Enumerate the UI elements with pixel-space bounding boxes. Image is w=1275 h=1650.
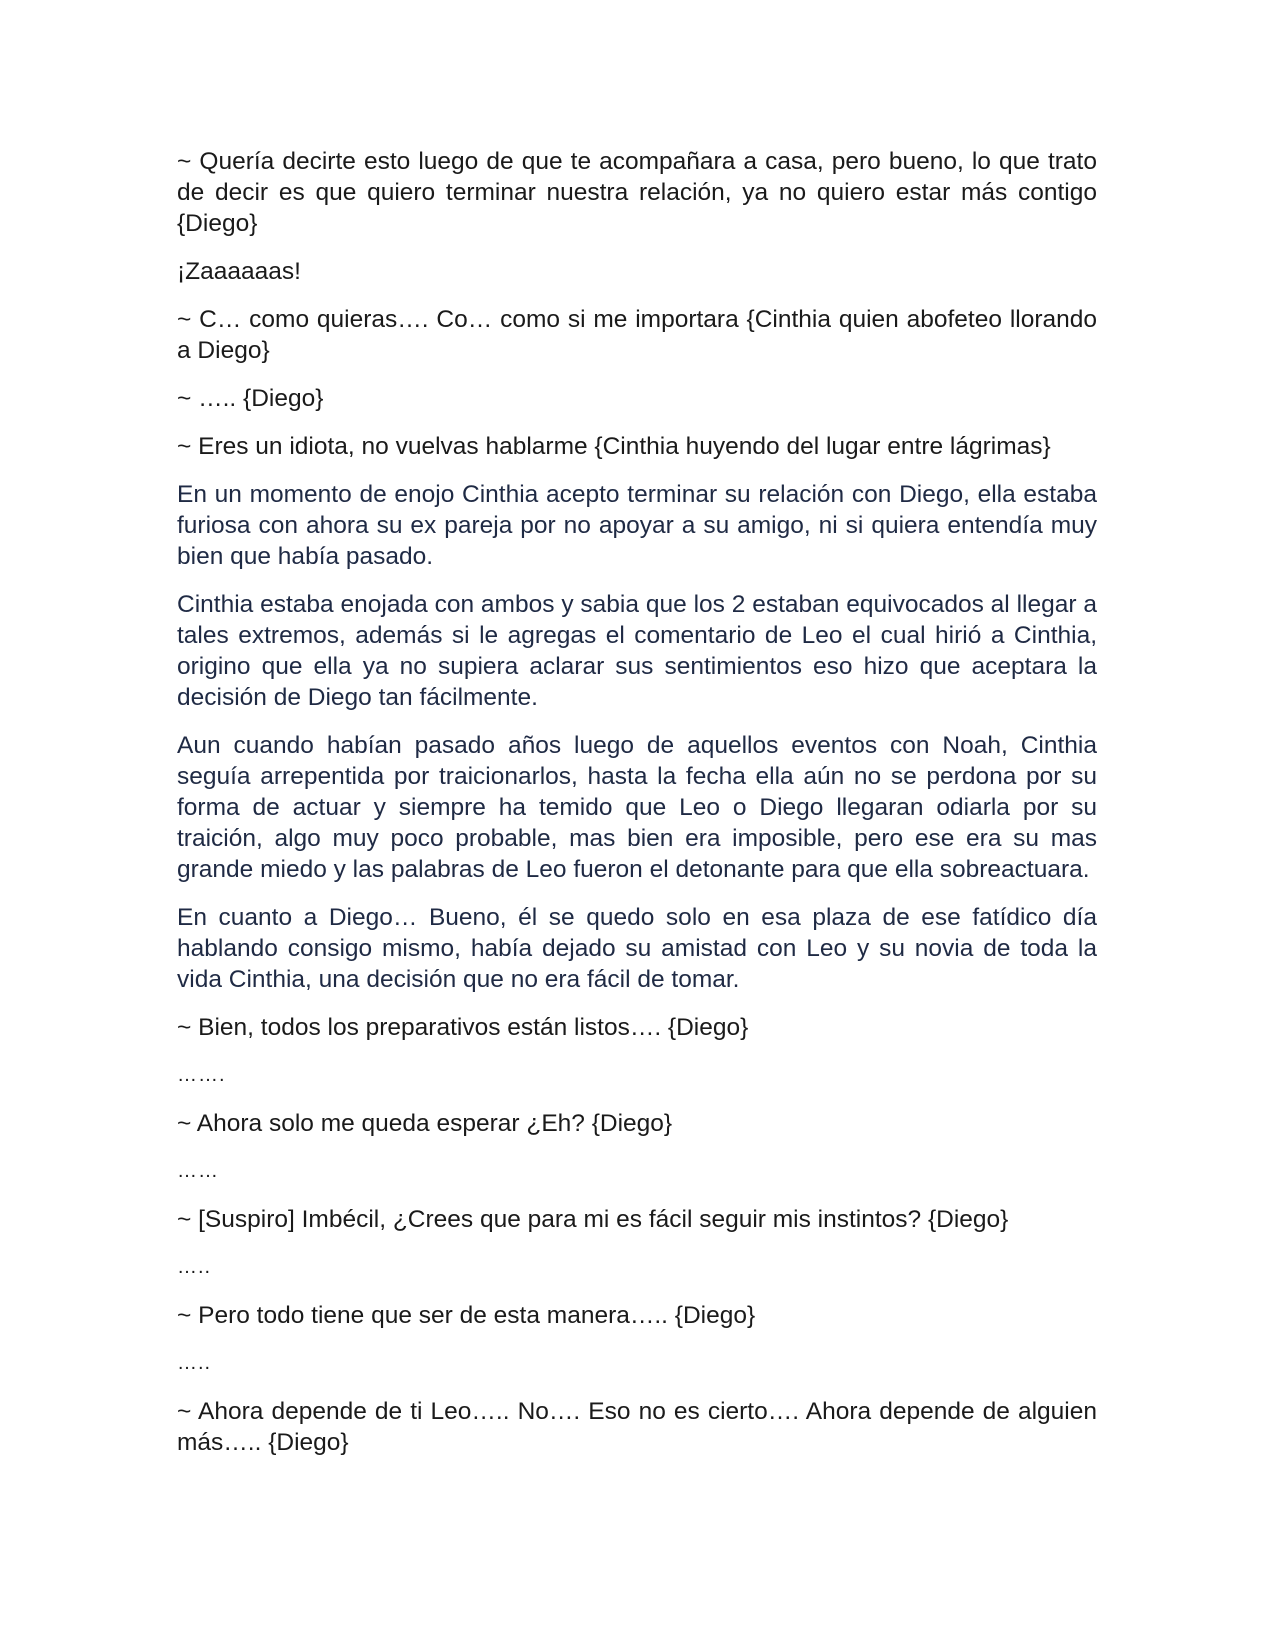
dialogue-paragraph: ~ Eres un idiota, no vuelvas hablarme {Cinthia huyendo del lugar entre lágrimas} (177, 433, 1051, 460)
narration-paragraph: En cuanto a Diego… Bueno, él se quedo solo en esa plaza de ese fatídico día hablando consigo mismo, había dejado su amistad con Leo y su novia de toda la vida Cinthia, una decisión que no era fácil de tomar. (177, 904, 1097, 993)
document-body (177, 146, 1097, 1475)
dialogue-paragraph: ~ [Suspiro] Imbécil, ¿Crees que para mi es fácil seguir mis instintos? {Diego} (177, 1206, 1009, 1233)
ellipsis-paragraph: ……. (177, 1064, 226, 1086)
dialogue-paragraph: ~ ….. {Diego} (177, 385, 324, 412)
dialogue-paragraph: ~ Bien, todos los preparativos están listos…. {Diego} (177, 1014, 749, 1041)
narration-paragraph: Cinthia estaba enojada con ambos y sabia que los 2 estaban equivocados al llegar a tales extremos, además si le agregas el comentario de Leo el cual hirió a Cinthia, origino que ella ya no supiera aclarar sus sentimientos eso hizo que aceptara la decisión de Diego tan fácilmente. (177, 591, 1097, 711)
dialogue-paragraph: ~ Pero todo tiene que ser de esta manera….. {Diego} (177, 1302, 756, 1329)
narration-paragraph: En un momento de enojo Cinthia acepto terminar su relación con Diego, ella estaba furiosa con ahora su ex pareja por no apoyar a su amigo, ni si quiera entendía muy bien que había pasado. (177, 481, 1097, 570)
narration-paragraph: Aun cuando habían pasado años luego de aquellos eventos con Noah, Cinthia seguía arrepentida por traicionarlos, hasta la fecha ella aún no se perdona por su forma de actuar y siempre ha temido que Leo o Diego llegaran odiarla por su traición, algo muy poco probable, mas bien era imposible, pero ese era su mas grande miedo y las palabras de Leo fueron el detonante para que ella sobreactuara. (177, 732, 1097, 883)
ellipsis-paragraph: ….. (177, 1256, 212, 1278)
dialogue-paragraph: ~ Ahora depende de ti Leo….. No…. Eso no es cierto…. Ahora depende de alguien más….. {Diego} (177, 1398, 1097, 1456)
dialogue-paragraph: ¡Zaaaaaas! (177, 258, 301, 285)
dialogue-paragraph: ~ Quería decirte esto luego de que te acompañara a casa, pero bueno, lo que trato de decir es que quiero terminar nuestra relación, ya no quiero estar más contigo {Diego} (177, 148, 1097, 237)
ellipsis-paragraph: …… (177, 1160, 219, 1182)
dialogue-paragraph: ~ Ahora solo me queda esperar ¿Eh? {Diego} (177, 1110, 673, 1137)
dialogue-paragraph: ~ C… como quieras…. Co… como si me importara {Cinthia quien abofeteo llorando a Diego} (177, 306, 1097, 364)
ellipsis-paragraph: ….. (177, 1352, 212, 1374)
